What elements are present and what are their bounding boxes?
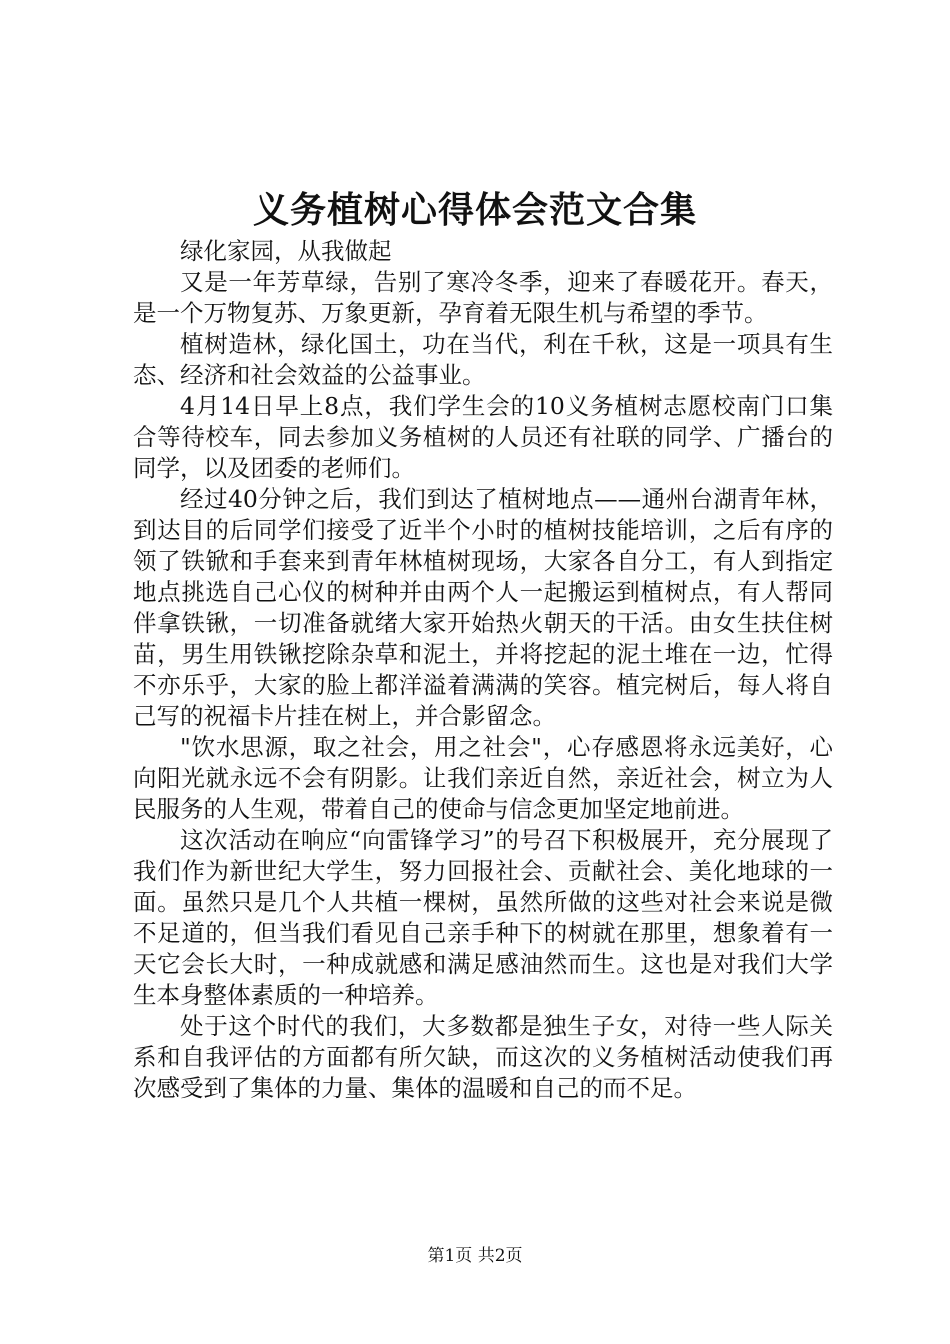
page-number-footer: 第1页 共2页 — [427, 1246, 523, 1266]
paragraph: 又是一年芳草绿，告别了寒冷冬季，迎来了春暖花开。春天，是一个万物复苏、万象更新，孕育着无限生机与希望的季节。 — [133, 268, 833, 327]
paragraph: 植树造林，绿化国土，功在当代，利在千秋，这是一项具有生态、经济和社会效益的公益事业。 — [133, 330, 833, 389]
paragraph: "饮水思源，取之社会，用之社会"，心存感恩将永远美好，心向阳光就永远不会有阴影。让我们亲近自然，亲近社会，树立为人民服务的人生观，带着自己的使命与信念更加坚定地前进。 — [133, 733, 833, 823]
paragraph: 经过40分钟之后，我们到达了植树地点——通州台湖青年林，到达目的后同学们接受了近半个小时的植树技能培训，之后有序的领了铁锨和手套来到青年林植树现场，大家各自分工，有人到指定地点挑选自己心仪的树种并由两个人一起搬运到植树点，有人帮同伴拿铁锹，一切准备就绪大家开始热火朝天的干活。由女生扶住树苗，男生用铁锹挖除杂草和泥土，并将挖起的泥土堆在一边，忙得不亦乐乎，大家的脸上都洋溢着满满的笑容。植完树后，每人将自己写的祝福卡片挂在树上，并合影留念。 — [133, 485, 833, 730]
paragraph: 处于这个时代的我们，大多数都是独生子女，对待一些人际关系和自我评估的方面都有所欠缺，而这次的义务植树活动使我们再次感受到了集体的力量、集体的温暖和自己的而不足。 — [133, 1012, 833, 1102]
document-body — [133, 236, 833, 1104]
paragraph: 这次活动在响应“向雷锋学习”的号召下积极展开，充分展现了我们作为新世纪大学生，努力回报社会、贡献社会、美化地球的一面。虽然只是几个人共植一棵树，虽然所做的这些对社会来说是微不足道的，但当我们看见自己亲手种下的树就在那里，想象着有一天它会长大时，一种成就感和满足感油然而生。这也是对我们大学生本身整体素质的一种培养。 — [133, 826, 833, 1009]
paragraph-subtitle: 绿化家园，从我做起 — [180, 237, 392, 265]
document-title: 义务植树心得体会范文合集 — [252, 189, 697, 231]
paragraph: 4月14日早上8点，我们学生会的10义务植树志愿校南门口集合等待校车，同去参加义务植树的人员还有社联的同学、广播台的同学，以及团委的老师们。 — [133, 392, 833, 482]
